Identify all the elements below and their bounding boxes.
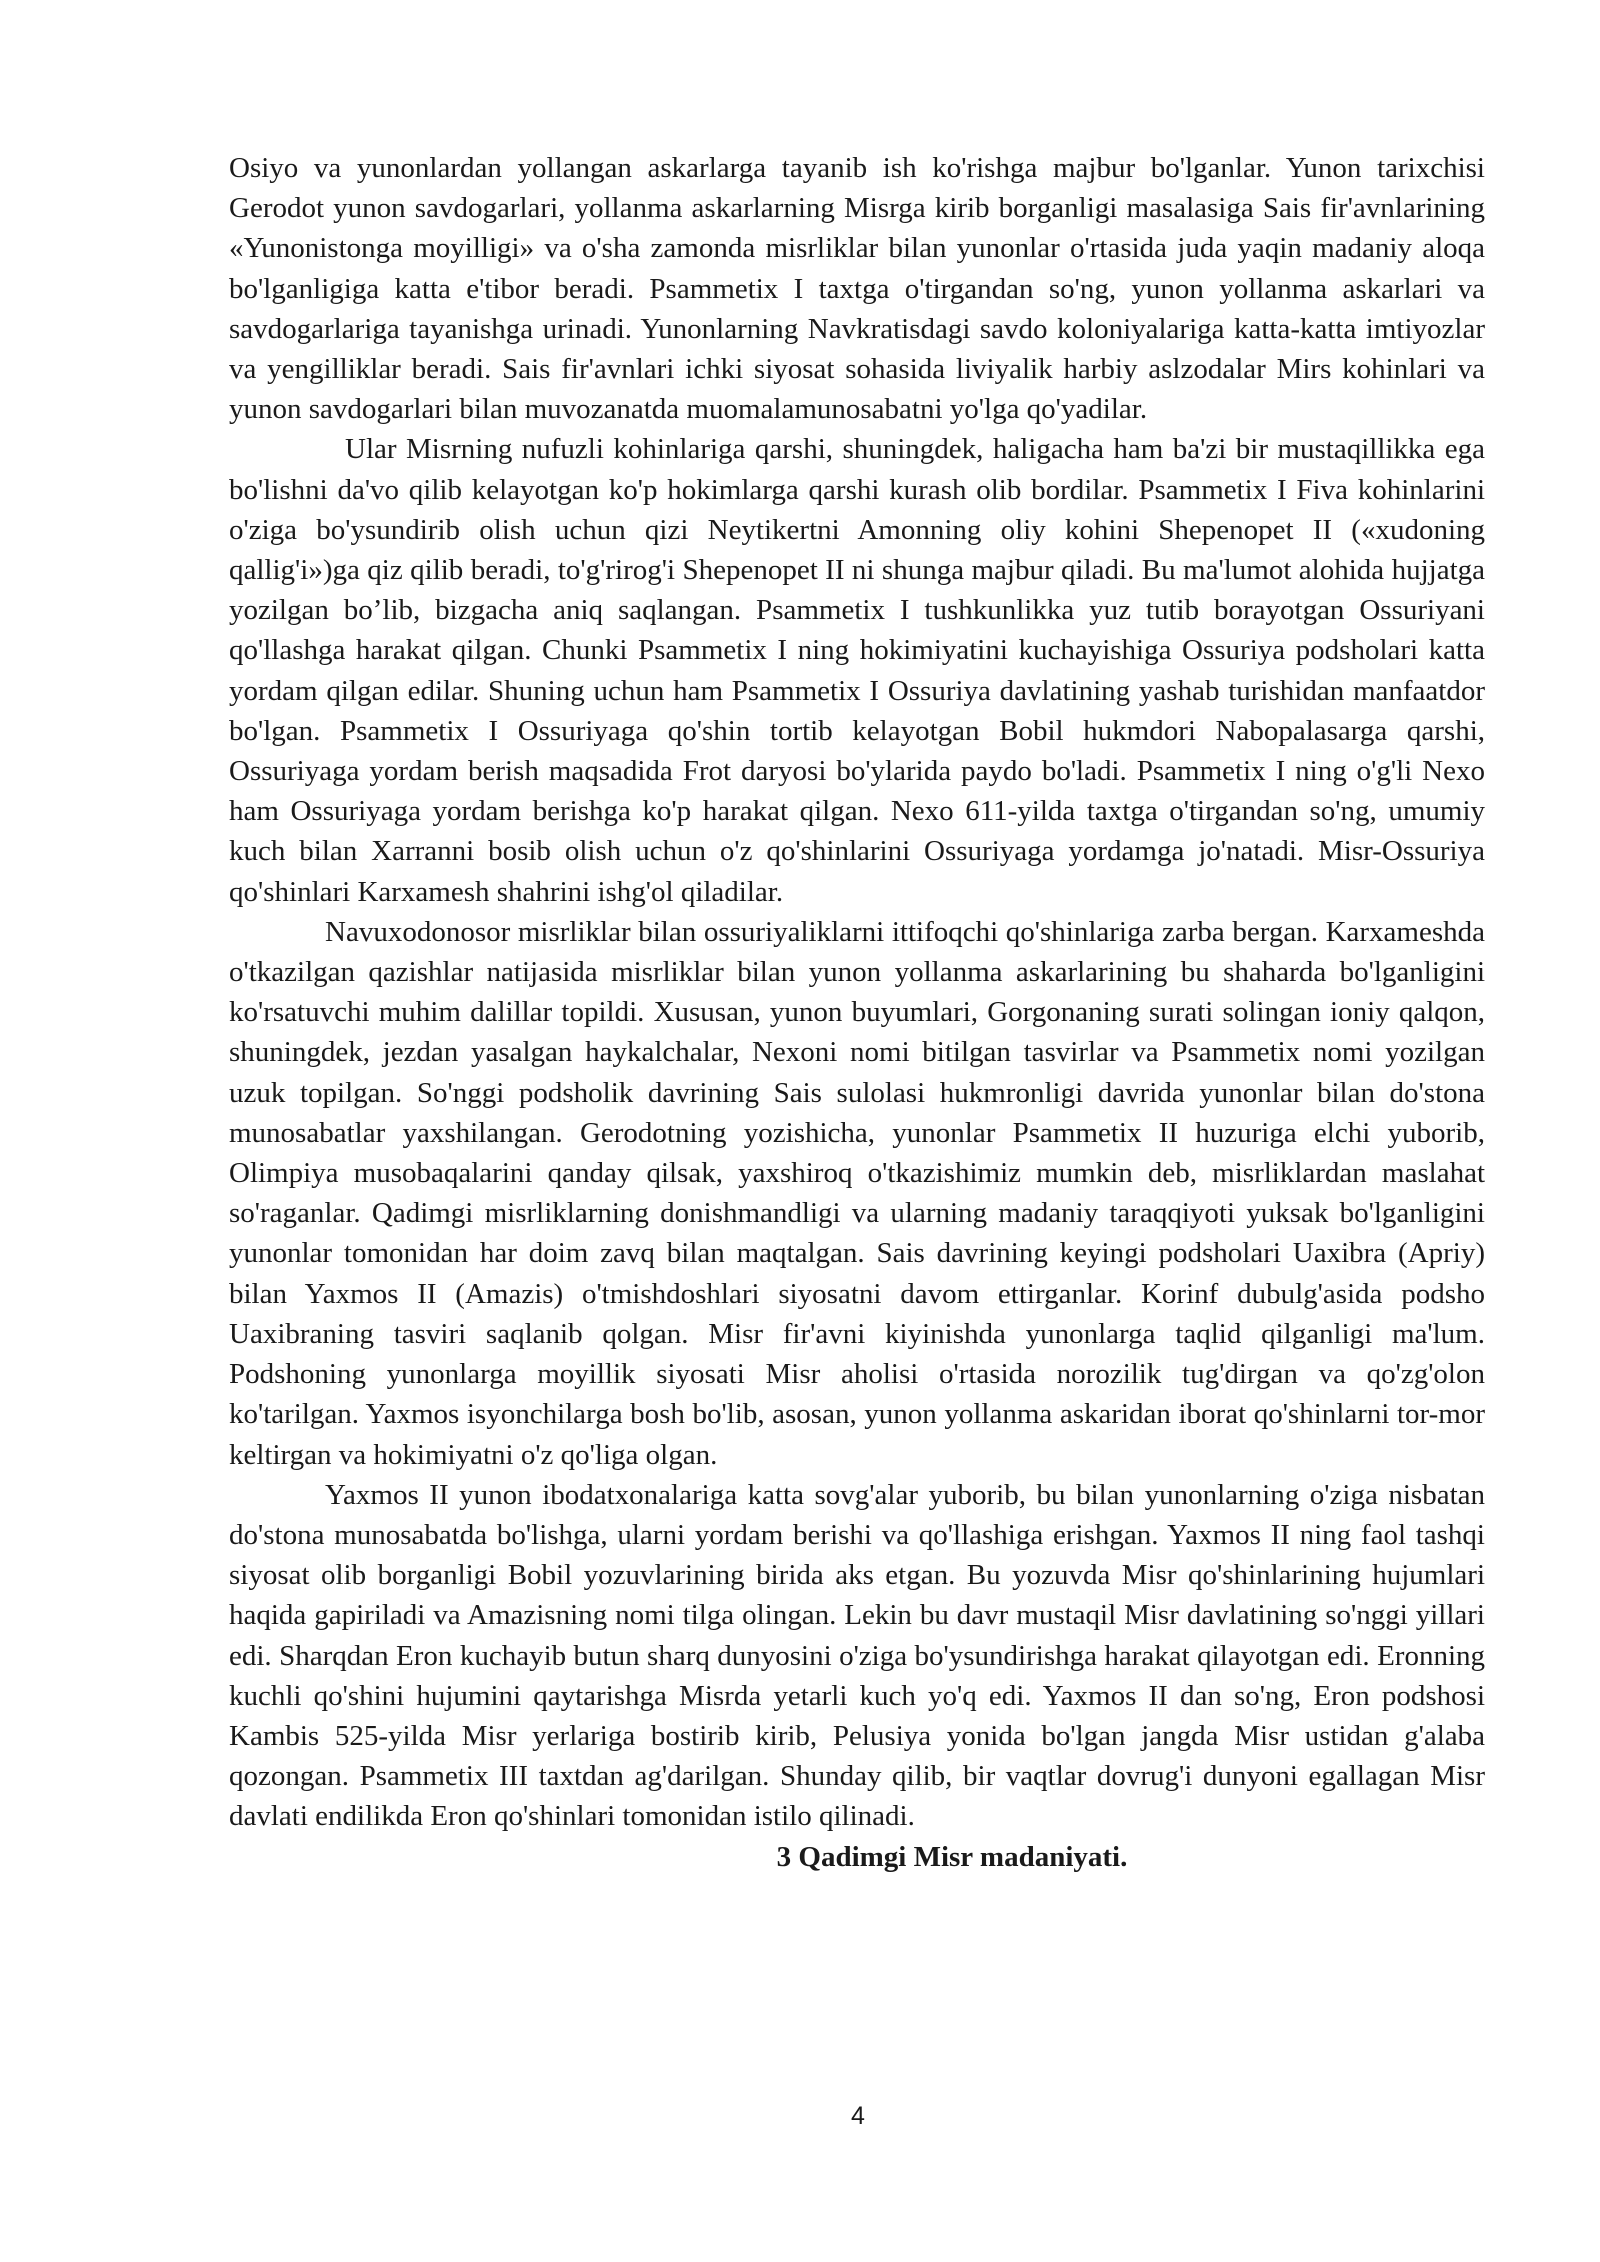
page-number: 4 xyxy=(851,2102,865,2130)
paragraph-2: Ular Misrning nufuzli kohinlariga qarshi, shuningdek, haligacha ham ba'zi bir mustaqillikka ega bo'lishni da'vo qilib kelayotgan ko'p hokimlarga qarshi kurash olib bordilar. Psammetix I Fiva kohinlarini o'ziga bo'ysundirib olish uchun qizi Neytikertni Amonning oliy kohini Shepenopet II («xudoning qallig'i»)ga qiz qilib beradi, to'g'rirog'i Shepenopet II ni shunga majbur qiladi. Bu ma'lumot alohida hujjatga yozilgan bo’lib, bizgacha aniq saqlangan. Psammetix I tushkunlikka yuz tutib borayotgan Ossuriyani qo'llashga harakat qilgan. Chunki Psammetix I ning hokimiyatini kuchayishiga Ossuriya podsholari katta yordam qilgan edilar. Shuning uchun ham Psammetix I Ossuriya davlatining yashab turishidan manfaatdor bo'lgan. Psammetix I Ossuriyaga qo'shin tortib kelayotgan Bobil hukmdori Nabopalasarga qarshi, Ossuriyaga yordam berish maqsadida Frot daryosi bo'ylarida paydo bo'ladi. Psammetix I ning o'g'li Nexo ham Ossuriyaga yordam berishga ko'p harakat qilgan. Nexo 611-yilda taxtga o'tirgandan so'ng, umumiy kuch bilan Xarranni bosib olish uchun o'z qo'shinlarini Ossuriyaga yordamga jo'natadi. Misr-Ossuriya qo'shinlari Karxamesh shahrini ishg'ol qiladilar. xyxy=(229,433,1485,908)
paragraph-1: Osiyo va yunonlardan yollangan askarlarga tayanib ish ko'rishga majbur bo'lganlar. Yunon tarixchisi Gerodot yunon savdogarlari, yollanma askarlarning Misrga kirib borganligi masalasiga Sais fir'avnlarining «Yunonistonga moyilligi» va o'sha zamonda misrliklar bilan yunonlar o'rtasida juda yaqin madaniy aloqa bo'lganligiga katta e'tibor beradi. Psammetix I taxtga o'tirgandan so'ng, yunon yollanma askarlari va savdogarlariga tayanishga urinadi. Yunonlarning Navkratisdagi savdo koloniyalariga katta-katta imtiyozlar va yengilliklar beradi. Sais fir'avnlari ichki siyosat sohasida liviyalik harbiy aslzodalar Mirs kohinlari va yunon savdogarlari bilan muvozanatda muomalamunosabatni yo'lga qo'yadilar. xyxy=(229,152,1485,426)
paragraph-4: Yaxmos II yunon ibodatxonalariga katta sovg'alar yuborib, bu bilan yunonlarning o'ziga nisbatan do'stona munosabatda bo'lishga, ularni yordam berishi va qo'llashiga erishgan. Yaxmos II ning faol tashqi siyosat olib borganligi Bobil yozuvlarining birida aks etgan. Bu yozuvda Misr qo'shinlarining hujumlari haqida gapiriladi va Amazisning nomi tilga olingan. Lekin bu davr mustaqil Misr davlatining so'nggi yillari edi. Sharqdan Eron kuchayib butun sharq dunyosini o'ziga bo'ysundirishga harakat qilayotgan edi. Eronning kuchli qo'shini hujumini qaytarishga Misrda yetarli kuch yo'q edi. Yaxmos II dan so'ng, Eron podshosi Kambis 525-yilda Misr yerlariga bostirib kirib, Pelusiya yonida bo'lgan jangda Misr ustidan g'alaba qozongan. Psammetix III taxtdan ag'darilgan. Shunday qilib, bir vaqtlar dovrug'i dunyoni egallagan Misr davlati endilikda Eron qo'shinlari tomonidan istilo qilinadi. xyxy=(229,1478,1485,1833)
document-page xyxy=(229,148,1485,1877)
section-heading: 3 Qadimgi Misr madaniyati. xyxy=(776,1840,1128,1873)
paragraph-3: Navuxodonosor misrliklar bilan ossuriyaliklarni ittifoqchi qo'shinlariga zarba bergan. Karxameshda o'tkazilgan qazishlar natijasida misrliklar bilan yunon yollanma askarlarining bu shaharda bo'lganligini ko'rsatuvchi muhim dalillar topildi. Xususan, yunon buyumlari, Gorgonaning surati solingan ioniy qalqon, shuningdek, jezdan yasalgan haykalchalar, Nexoni nomi bitilgan tasvirlar va Psammetix nomi yozilgan uzuk topilgan. So'nggi podsholik davrining Sais sulolasi hukmronligi davrida yunonlar bilan do'stona munosabatlar yaxshilangan. Gerodotning yozishicha, yunonlar Psammetix II huzuriga elchi yuborib, Olimpiya musobaqalarini qanday qilsak, yaxshiroq o'tkazishimiz mumkin deb, misrliklardan maslahat so'raganlar. Qadimgi misrliklarning donishmandligi va ularning madaniy taraqqiyoti yuksak bo'lganligini yunonlar tomonidan har doim zavq bilan maqtalgan. Sais davrining keyingi podsholari Uaxibra (Apriy) bilan Yaxmos II (Amazis) o'tmishdoshlari siyosatni davom ettirganlar. Korinf dubulg'asida podsho Uaxibraning tasviri saqlanib qolgan. Misr fir'avni kiyinishda yunonlarga taqlid qilganligi ma'lum. Podshoning yunonlarga moyillik siyosati Misr aholisi o'rtasida norozilik tug'dirgan va qo'zg'olon ko'tarilgan. Yaxmos isyonchilarga bosh bo'lib, asosan, yunon yollanma askaridan iborat qo'shinlarni tor-mor keltirgan va hokimiyatni o'z qo'liga olgan. xyxy=(229,915,1485,1471)
